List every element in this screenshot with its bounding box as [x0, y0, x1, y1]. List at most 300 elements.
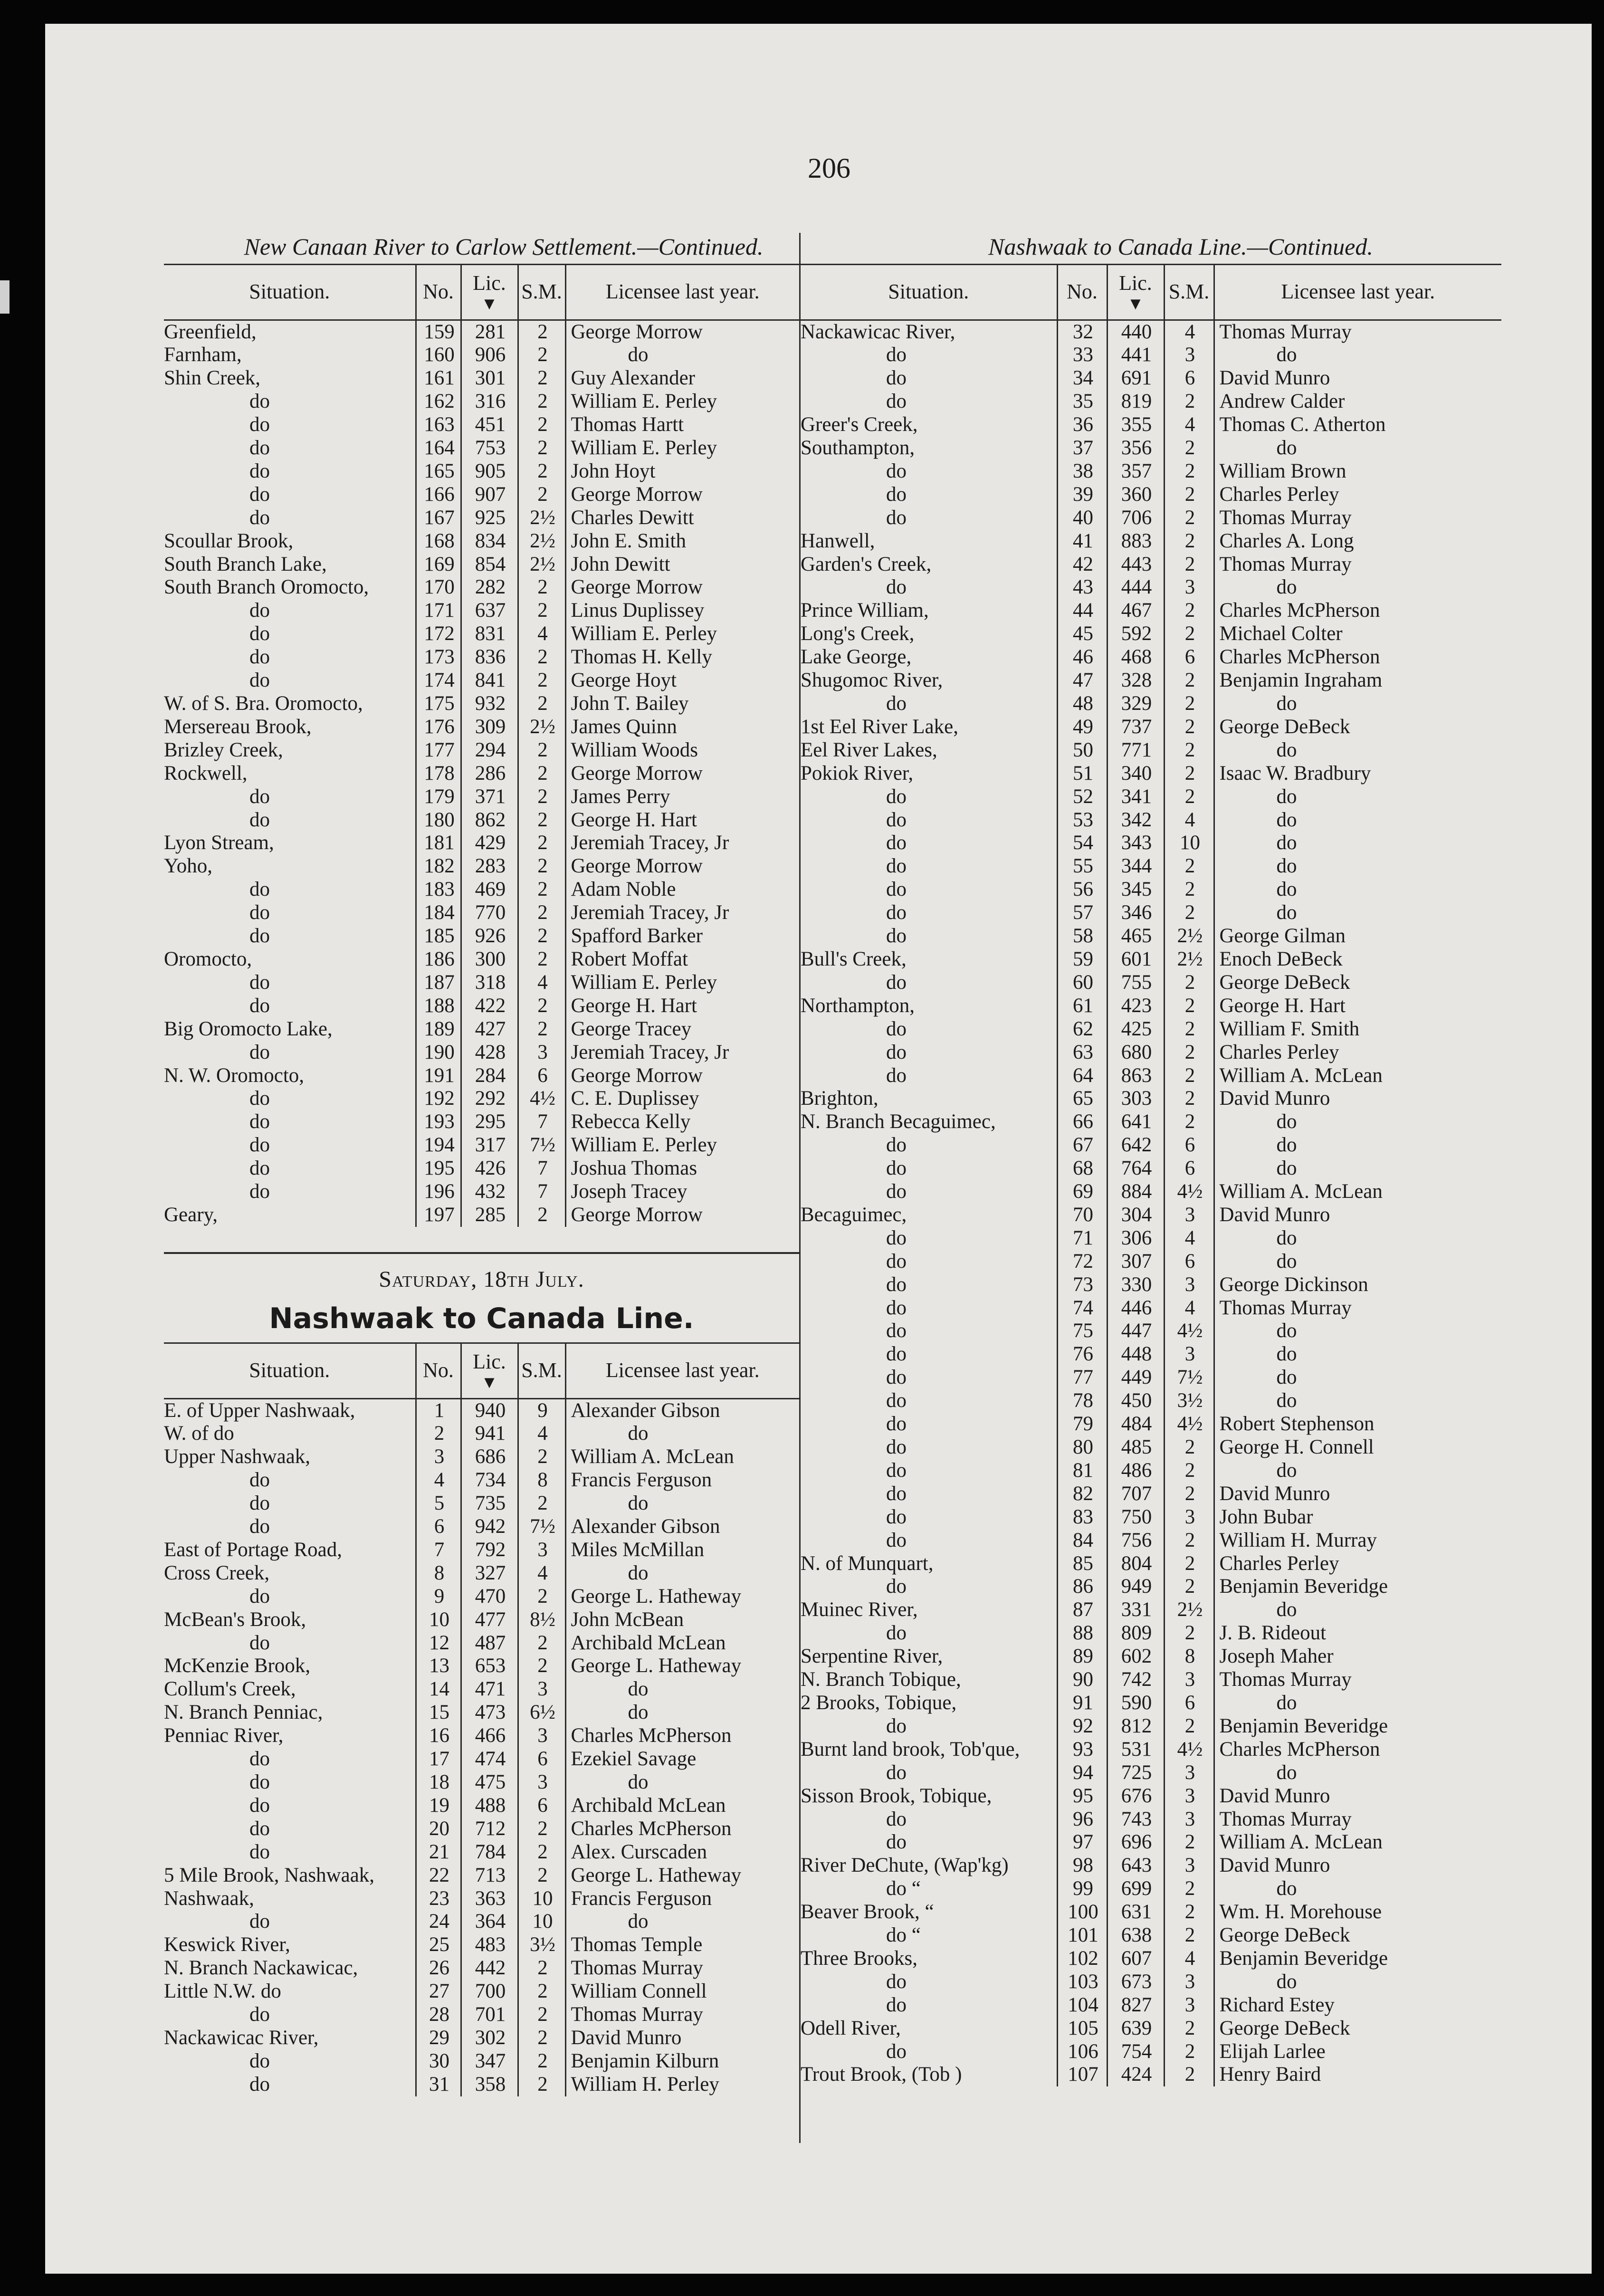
licence-cell: 926 — [461, 925, 518, 948]
situation-cell: do — [886, 855, 907, 878]
square-miles-cell: 2 — [518, 1841, 565, 1864]
situation-cell: do — [886, 832, 907, 854]
situation-cell: do — [249, 506, 270, 529]
licensee-cell: do — [565, 344, 799, 367]
square-miles-cell: 2 — [518, 1864, 565, 1887]
licence-cell: 940 — [461, 1398, 518, 1422]
table-row — [164, 1724, 799, 1748]
square-miles-cell: 2 — [518, 437, 565, 460]
number-cell: 72 — [1057, 1250, 1107, 1273]
square-miles-cell: 4 — [1164, 1947, 1214, 1971]
licence-cell: 302 — [461, 2027, 518, 2050]
number-cell: 74 — [1057, 1297, 1107, 1320]
square-miles-cell: 2 — [518, 320, 565, 344]
licensee-cell: George Morrow — [565, 1204, 799, 1227]
square-miles-cell: 2 — [1164, 2040, 1214, 2064]
situation-cell: do — [249, 1585, 270, 1607]
table-row — [801, 390, 1501, 413]
situation-cell: do — [886, 2040, 907, 2063]
table-row — [801, 1854, 1501, 1877]
page-number: 206 — [808, 153, 850, 184]
square-miles-cell: 7 — [518, 1110, 565, 1134]
licensee-cell: Thomas Murray — [1214, 320, 1501, 344]
licence-cell: 737 — [1107, 716, 1164, 739]
table-row — [164, 553, 799, 576]
licensee-cell: Guy Alexander — [565, 367, 799, 390]
situation-cell: Farnham, — [164, 344, 242, 366]
table-row — [801, 2017, 1501, 2040]
table-row — [164, 1794, 799, 1818]
table-row — [164, 1469, 799, 1492]
table-row — [164, 832, 799, 855]
number-cell: 100 — [1057, 1901, 1107, 1924]
licence-cell: 638 — [1107, 1924, 1164, 1947]
square-miles-cell: 2½ — [1164, 948, 1214, 971]
licence-cell: 300 — [461, 948, 518, 971]
licensee-cell: John T. Bailey — [565, 692, 799, 716]
licence-cell: 342 — [1107, 809, 1164, 832]
table-row — [801, 1785, 1501, 1808]
square-miles-cell: 2 — [518, 1585, 565, 1608]
licensee-cell: Benjamin Beveridge — [1214, 1575, 1501, 1598]
table-row — [801, 1877, 1501, 1901]
table-row — [801, 1064, 1501, 1088]
licence-cell: 281 — [461, 320, 518, 344]
number-cell: 33 — [1057, 344, 1107, 367]
situation-cell: do — [886, 1993, 907, 2016]
table-row — [164, 762, 799, 785]
number-cell: 193 — [416, 1110, 461, 1134]
square-miles-cell: 2 — [1164, 2063, 1214, 2086]
square-miles-cell: 2 — [518, 367, 565, 390]
number-cell: 46 — [1057, 646, 1107, 669]
situation-cell: do — [249, 669, 270, 692]
licence-cell: 304 — [1107, 1204, 1164, 1227]
licence-cell: 734 — [461, 1469, 518, 1492]
number-cell: 38 — [1057, 460, 1107, 483]
licence-cell: 735 — [461, 1492, 518, 1515]
licensee-cell: Michael Colter — [1214, 622, 1501, 646]
licence-cell: 465 — [1107, 925, 1164, 948]
situation-cell: do — [886, 925, 907, 947]
square-miles-cell: 2 — [1164, 1018, 1214, 1041]
licence-cell: 428 — [461, 1041, 518, 1064]
table-row — [801, 1738, 1501, 1761]
square-miles-cell: 6½ — [518, 1701, 565, 1724]
situation-cell: Shugomoc River, — [801, 669, 943, 692]
situation-cell: do — [886, 808, 907, 831]
square-miles-cell: 7 — [518, 1180, 565, 1204]
square-miles-cell: 2 — [518, 995, 565, 1018]
licence-cell: 531 — [1107, 1738, 1164, 1761]
situation-cell: do — [886, 344, 907, 366]
table-row — [801, 1598, 1501, 1622]
licensee-cell: Archibald McLean — [565, 1632, 799, 1655]
licence-cell: 854 — [461, 553, 518, 576]
licence-cell: 292 — [461, 1087, 518, 1110]
situation-cell: do — [886, 483, 907, 506]
number-cell: 50 — [1057, 739, 1107, 762]
square-miles-cell: 6 — [1164, 1692, 1214, 1715]
licence-cell: 607 — [1107, 1947, 1164, 1971]
situation-cell: do — [249, 925, 270, 947]
square-miles-cell: 3½ — [1164, 1389, 1214, 1413]
situation-cell: do — [886, 1296, 907, 1319]
licence-cell: 884 — [1107, 1180, 1164, 1204]
situation-cell: Sisson Brook, Tobique, — [801, 1784, 992, 1807]
licence-cell: 347 — [461, 2050, 518, 2073]
licence-cell: 742 — [1107, 1668, 1164, 1692]
licence-cell: 442 — [461, 1957, 518, 1980]
licensee-cell: William A. McLean — [565, 1445, 799, 1469]
number-cell: 44 — [1057, 599, 1107, 622]
table-row — [801, 1994, 1501, 2017]
table-row — [164, 460, 799, 483]
licence-cell: 602 — [1107, 1645, 1164, 1668]
table-row — [801, 1436, 1501, 1459]
situation-cell: do — [886, 1808, 907, 1830]
number-cell: 16 — [416, 1724, 461, 1748]
square-miles-cell: 2 — [1164, 1436, 1214, 1459]
table-row — [801, 1389, 1501, 1413]
square-miles-cell: 4 — [1164, 1297, 1214, 1320]
licensee-cell: do — [1214, 1971, 1501, 1994]
situation-cell: 2 Brooks, Tobique, — [801, 1691, 957, 1714]
square-miles-cell: 4 — [1164, 809, 1214, 832]
situation-cell: do — [249, 1180, 270, 1203]
licence-cell: 432 — [461, 1180, 518, 1204]
table-row — [164, 437, 799, 460]
licence-cell: 642 — [1107, 1134, 1164, 1157]
number-cell: 10 — [416, 1608, 461, 1632]
square-miles-cell: 10 — [518, 1887, 565, 1911]
number-cell: 19 — [416, 1794, 461, 1818]
number-cell: 48 — [1057, 692, 1107, 716]
licence-cell: 449 — [1107, 1366, 1164, 1389]
number-cell: 8 — [416, 1562, 461, 1585]
licence-cell: 932 — [461, 692, 518, 716]
number-cell: 53 — [1057, 809, 1107, 832]
licence-cell: 475 — [461, 1771, 518, 1794]
licence-cell: 906 — [461, 344, 518, 367]
table-row — [801, 1761, 1501, 1785]
table-row — [164, 669, 799, 692]
licence-cell: 592 — [1107, 622, 1164, 646]
number-cell: 1 — [416, 1398, 461, 1422]
number-cell: 70 — [1057, 1204, 1107, 1227]
situation-cell: McBean's Brook, — [164, 1608, 306, 1631]
square-miles-cell: 2 — [1164, 483, 1214, 507]
square-miles-cell: 9 — [518, 1398, 565, 1422]
header-situation: Situation. — [249, 1358, 330, 1382]
licence-cell: 601 — [1107, 948, 1164, 971]
table-row — [164, 1933, 799, 1957]
situation-cell: do — [249, 901, 270, 924]
table-row — [164, 1204, 799, 1227]
square-miles-cell: 2 — [1164, 1924, 1214, 1947]
table-row — [801, 320, 1501, 344]
licence-cell: 306 — [1107, 1227, 1164, 1250]
square-miles-cell: 2 — [1164, 1459, 1214, 1483]
licensee-cell: do — [1214, 1877, 1501, 1901]
table-row — [164, 948, 799, 971]
licence-cell: 819 — [1107, 390, 1164, 413]
number-cell: 107 — [1057, 2063, 1107, 2086]
licensee-cell: Benjamin Ingraham — [1214, 669, 1501, 692]
number-cell: 161 — [416, 367, 461, 390]
situation-cell: W. of S. Bra. Oromocto, — [164, 692, 363, 715]
square-miles-cell: 2½ — [518, 553, 565, 576]
licensee-cell: Charles Dewitt — [565, 507, 799, 530]
licensee-cell: Enoch DeBeck — [1214, 948, 1501, 971]
table-row — [164, 878, 799, 901]
square-miles-cell: 2 — [518, 2050, 565, 2073]
situation-cell: Rockwell, — [164, 762, 248, 784]
table-row — [801, 1459, 1501, 1483]
table-row — [801, 809, 1501, 832]
licensee-cell: Thomas Murray — [1214, 553, 1501, 576]
licensee-cell: George L. Hatheway — [565, 1864, 799, 1887]
number-cell: 94 — [1057, 1761, 1107, 1785]
square-miles-cell: 2 — [518, 1018, 565, 1041]
licensee-cell: Charles McPherson — [1214, 599, 1501, 622]
square-miles-cell: 2 — [1164, 507, 1214, 530]
number-cell: 83 — [1057, 1506, 1107, 1529]
licensee-cell: Charles McPherson — [565, 1818, 799, 1841]
header-no: No. — [1057, 264, 1107, 320]
licensee-cell: do — [1214, 692, 1501, 716]
table-row — [164, 1771, 799, 1794]
licence-cell: 883 — [1107, 530, 1164, 553]
table-row — [164, 1957, 799, 1980]
situation-cell: do — [249, 1492, 270, 1515]
licence-cell: 360 — [1107, 483, 1164, 507]
situation-cell: do — [886, 1482, 907, 1505]
licensee-cell: Linus Duplissey — [565, 599, 799, 622]
scan-edge-mark — [0, 280, 10, 314]
number-cell: 186 — [416, 948, 461, 971]
number-cell: 67 — [1057, 1134, 1107, 1157]
square-miles-cell: 2½ — [518, 716, 565, 739]
situation-cell: do — [249, 785, 270, 808]
licence-cell: 925 — [461, 507, 518, 530]
licensee-cell: Francis Ferguson — [565, 1887, 799, 1911]
situation-cell: Garden's Creek, — [801, 553, 932, 575]
number-cell: 30 — [416, 2050, 461, 2073]
number-cell: 185 — [416, 925, 461, 948]
licence-cell: 371 — [461, 785, 518, 809]
licence-cell: 907 — [461, 483, 518, 507]
situation-cell: do — [886, 1413, 907, 1435]
square-miles-cell: 6 — [1164, 367, 1214, 390]
header-licensee: Licensee last year. — [565, 1342, 799, 1398]
licensee-cell: David Munro — [565, 2027, 799, 2050]
number-cell: 57 — [1057, 901, 1107, 925]
number-cell: 173 — [416, 646, 461, 669]
square-miles-cell: 2 — [1164, 1483, 1214, 1506]
situation-cell: Lyon Stream, — [164, 832, 274, 854]
square-miles-cell: 2 — [1164, 1087, 1214, 1110]
number-cell: 52 — [1057, 785, 1107, 809]
square-miles-cell: 2½ — [518, 507, 565, 530]
licensee-cell: William Connell — [565, 1980, 799, 2003]
table-row — [164, 2050, 799, 2073]
situation-cell: N. Branch Becaguimec, — [801, 1110, 996, 1133]
table-row — [164, 1445, 799, 1469]
square-miles-cell: 3 — [1164, 344, 1214, 367]
number-cell: 37 — [1057, 437, 1107, 460]
licensee-cell: do — [565, 1701, 799, 1724]
square-miles-cell: 2 — [518, 2003, 565, 2027]
square-miles-cell: 2 — [1164, 437, 1214, 460]
licensee-cell: William E. Perley — [565, 971, 799, 995]
square-miles-cell: 4½ — [1164, 1738, 1214, 1761]
table-row — [801, 460, 1501, 483]
licence-cell: 355 — [1107, 413, 1164, 437]
number-cell: 175 — [416, 692, 461, 716]
licensee-cell: Thomas Murray — [565, 2003, 799, 2027]
licensee-cell: Andrew Calder — [1214, 390, 1501, 413]
number-cell: 102 — [1057, 1947, 1107, 1971]
square-miles-cell: 3 — [1164, 1785, 1214, 1808]
situation-cell: do — [249, 1515, 270, 1538]
number-cell: 41 — [1057, 530, 1107, 553]
number-cell: 23 — [416, 1887, 461, 1911]
square-miles-cell: 2 — [518, 1492, 565, 1515]
number-cell: 89 — [1057, 1645, 1107, 1668]
table-row — [801, 1204, 1501, 1227]
square-miles-cell: 2 — [518, 2073, 565, 2096]
square-miles-cell: 2 — [518, 599, 565, 622]
table-row — [164, 530, 799, 553]
table-row — [164, 855, 799, 878]
square-miles-cell: 2 — [1164, 553, 1214, 576]
table-row — [164, 1818, 799, 1841]
licence-cell: 836 — [461, 646, 518, 669]
licensee-cell: do — [1214, 437, 1501, 460]
licensee-cell: George Morrow — [565, 320, 799, 344]
number-cell: 80 — [1057, 1436, 1107, 1459]
situation-cell: do — [886, 901, 907, 924]
number-cell: 93 — [1057, 1738, 1107, 1761]
number-cell: 3 — [416, 1445, 461, 1469]
licensee-cell: William H. Perley — [565, 2073, 799, 2096]
table-row — [164, 2073, 799, 2096]
licence-cell: 639 — [1107, 2017, 1164, 2040]
situation-cell: do — [249, 483, 270, 506]
situation-cell: N. Branch Nackawicac, — [164, 1957, 358, 1980]
number-cell: 181 — [416, 832, 461, 855]
number-cell: 79 — [1057, 1413, 1107, 1436]
table-row — [164, 2003, 799, 2027]
table-row — [164, 739, 799, 762]
licensee-cell: Joshua Thomas — [565, 1157, 799, 1180]
licence-cell: 282 — [461, 576, 518, 599]
licence-cell: 750 — [1107, 1506, 1164, 1529]
date-line: Saturday, 18th July. — [379, 1267, 584, 1292]
number-cell: 62 — [1057, 1018, 1107, 1041]
licensee-cell: do — [1214, 1389, 1501, 1413]
licensee-cell: do — [1214, 739, 1501, 762]
square-miles-cell: 2 — [1164, 669, 1214, 692]
square-miles-cell: 2½ — [1164, 925, 1214, 948]
square-miles-cell: 3 — [518, 1539, 565, 1562]
square-miles-cell: 2 — [518, 901, 565, 925]
situation-cell: do — [249, 1794, 270, 1817]
licensee-cell: Isaac W. Bradbury — [1214, 762, 1501, 785]
situation-cell: do — [249, 2049, 270, 2072]
situation-cell: do — [886, 1134, 907, 1157]
square-miles-cell: 3½ — [518, 1933, 565, 1957]
licence-cell: 676 — [1107, 1785, 1164, 1808]
situation-cell: Nackawicac River, — [801, 320, 955, 343]
situation-cell: Nackawicac River, — [164, 2026, 319, 2049]
licensee-cell: do — [1214, 855, 1501, 878]
number-cell: 96 — [1057, 1808, 1107, 1831]
licence-cell: 426 — [461, 1157, 518, 1180]
licence-cell: 755 — [1107, 971, 1164, 995]
situation-cell: Nashwaak, — [164, 1887, 254, 1910]
square-miles-cell: 2 — [1164, 1064, 1214, 1088]
table-row — [164, 901, 799, 925]
licensee-cell: do — [565, 1910, 799, 1933]
licensee-cell: Thomas Murray — [565, 1957, 799, 1980]
situation-cell: E. of Upper Nashwaak, — [164, 1399, 355, 1422]
table-row — [801, 1018, 1501, 1041]
number-cell: 189 — [416, 1018, 461, 1041]
table-row — [164, 1539, 799, 1562]
licensee-cell: Alex. Curscaden — [565, 1841, 799, 1864]
situation-cell: Long's Creek, — [801, 622, 915, 645]
lic-marker-icon: ▼ — [481, 294, 498, 313]
licence-cell: 653 — [461, 1655, 518, 1678]
number-cell: 86 — [1057, 1575, 1107, 1598]
square-miles-cell: 2 — [518, 1957, 565, 1980]
number-cell: 92 — [1057, 1715, 1107, 1738]
licensee-cell: John Hoyt — [565, 460, 799, 483]
licence-cell: 756 — [1107, 1529, 1164, 1552]
square-miles-cell: 4 — [1164, 320, 1214, 344]
number-cell: 190 — [416, 1041, 461, 1064]
table-row — [164, 507, 799, 530]
situation-cell: Muinec River, — [801, 1598, 918, 1621]
number-cell: 165 — [416, 460, 461, 483]
situation-cell: N. Branch Penniac, — [164, 1701, 323, 1724]
table-row — [801, 344, 1501, 367]
square-miles-cell: 4 — [518, 1562, 565, 1585]
square-miles-cell: 3 — [1164, 1204, 1214, 1227]
situation-cell: Brizley Creek, — [164, 738, 283, 761]
situation-cell: do — [886, 1831, 907, 1854]
licensee-cell: Benjamin Beveridge — [1214, 1715, 1501, 1738]
licence-cell: 673 — [1107, 1971, 1164, 1994]
document-page — [45, 24, 1592, 2274]
licence-cell: 680 — [1107, 1041, 1164, 1064]
situation-cell: Big Oromocto Lake, — [164, 1017, 333, 1040]
square-miles-cell: 2 — [1164, 995, 1214, 1018]
licence-cell: 470 — [461, 1585, 518, 1608]
licence-cell: 696 — [1107, 1831, 1164, 1854]
licence-cell: 331 — [1107, 1598, 1164, 1622]
section-title: Nashwaak to Canada Line. — [269, 1302, 694, 1335]
situation-cell: do — [249, 2073, 270, 2095]
table-row — [801, 1250, 1501, 1273]
situation-cell: do — [249, 971, 270, 994]
licence-cell: 307 — [1107, 1250, 1164, 1273]
square-miles-cell: 7 — [518, 1157, 565, 1180]
situation-cell: do — [886, 1273, 907, 1296]
number-cell: 87 — [1057, 1598, 1107, 1622]
